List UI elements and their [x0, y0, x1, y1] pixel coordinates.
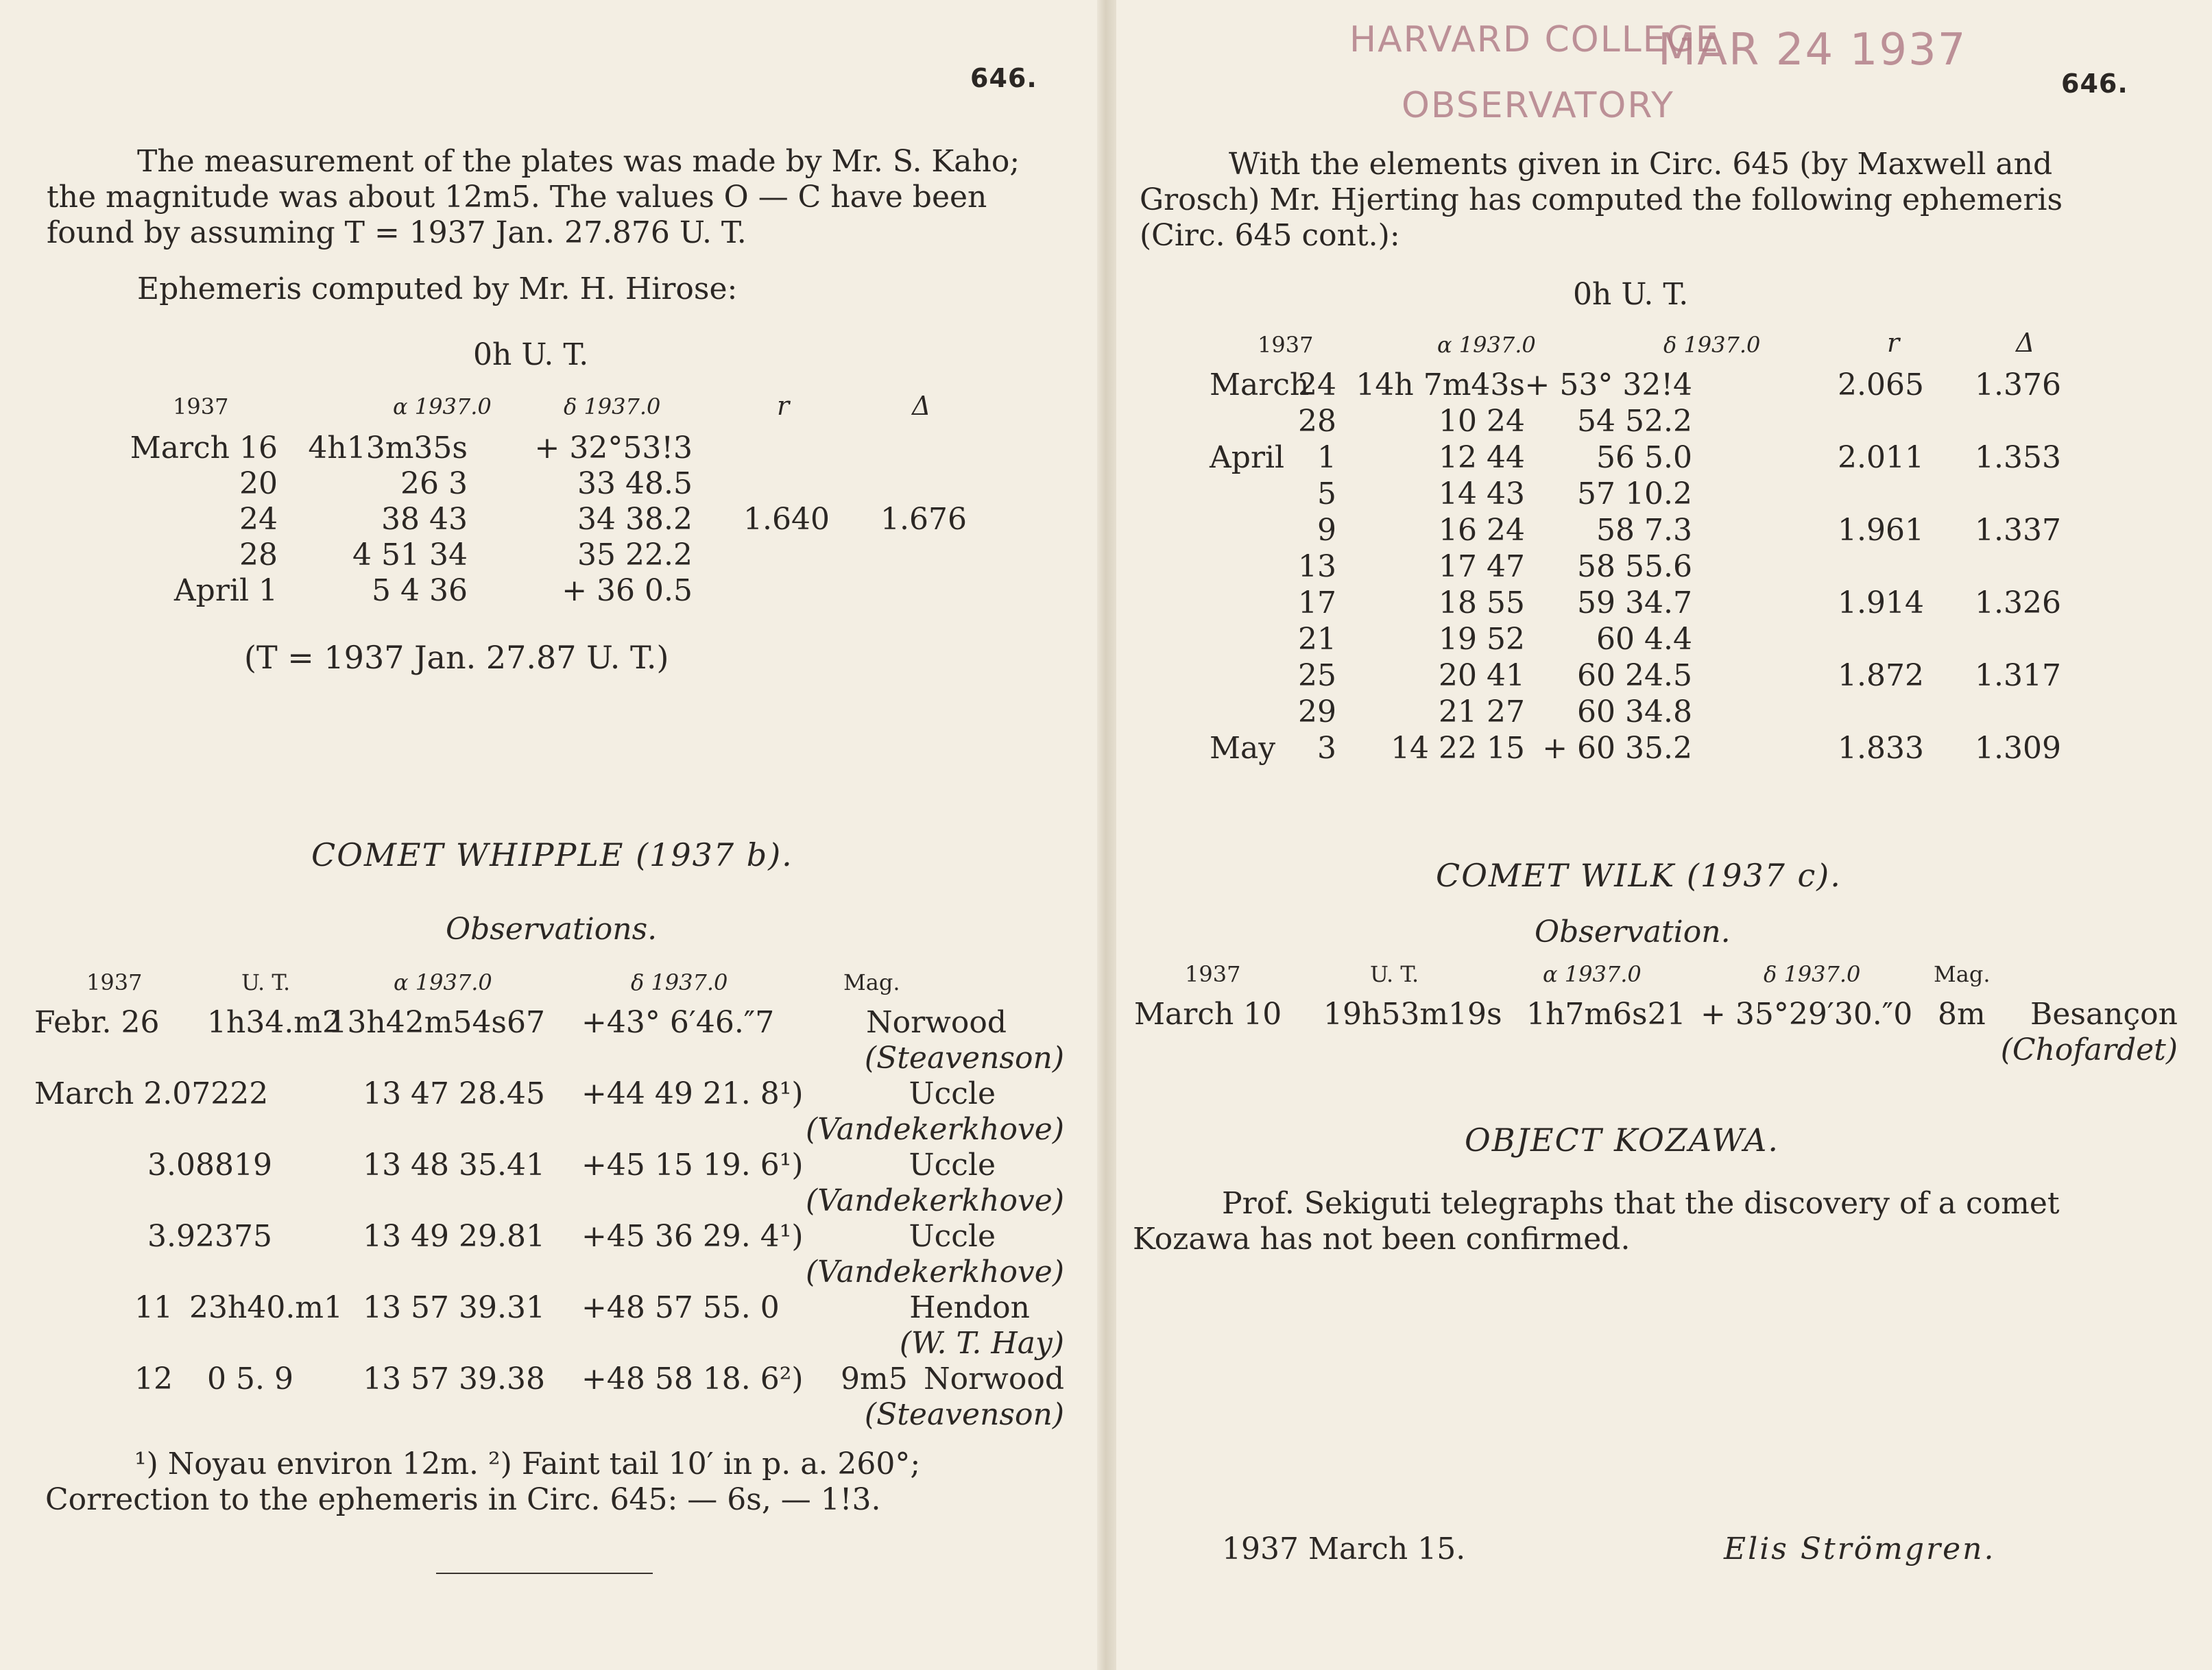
time-heading: 0h U. T. — [1573, 277, 1689, 312]
row-r: 1.872 — [1838, 658, 1924, 693]
column-header-ut: U. T. — [241, 969, 291, 995]
column-header-year: 1937 — [1258, 332, 1314, 358]
row-date: 28 — [239, 537, 278, 572]
time-heading: 0h U. T. — [473, 337, 589, 372]
row-dec: 58 55.6 — [1577, 549, 1692, 584]
column-header-delta: Δ — [912, 391, 931, 421]
row-r: 2.011 — [1838, 440, 1924, 475]
row-ra: 20 41 — [1439, 658, 1525, 693]
row-dec: 59 34.7 — [1577, 585, 1692, 620]
row-day: 9 — [1317, 513, 1336, 548]
object-kozawa-heading: OBJECT KOZAWA. — [1465, 1122, 1780, 1159]
obs-date: March 10 — [1134, 997, 1282, 1032]
obs-ut: 1h34.m2 — [207, 1005, 342, 1040]
obs-date: 11 — [134, 1290, 173, 1325]
row-r: 1.640 — [743, 502, 830, 537]
obs-ra: 13 49 29.81 — [363, 1219, 545, 1254]
kozawa-line: Prof. Sekiguti telegraphs that the discovery of a comet — [1222, 1186, 2060, 1221]
row-ra: 16 24 — [1439, 513, 1525, 548]
obs-station: Besançon — [2030, 997, 2178, 1032]
obs-ra: 13 57 39.31 — [363, 1290, 545, 1325]
observation-heading: Observation. — [1535, 915, 1731, 949]
page-number: 646. — [970, 63, 1037, 93]
row-dec: 33 48.5 — [577, 466, 693, 501]
intro-line: The measurement of the plates was made by Mr. S. Kaho; — [137, 144, 1020, 179]
comet-wilk-heading: COMET WILK (1937 c). — [1436, 857, 1842, 894]
obs-dec: +48 57 55. 0 — [581, 1290, 780, 1325]
intro-line: (Circ. 645 cont.): — [1140, 218, 1400, 253]
footnote-line: ¹) Noyau environ 12m. ²) Faint tail 10′ in p. a. 260°; — [134, 1447, 921, 1481]
row-ra: 17 47 — [1439, 549, 1525, 584]
obs-date: 3.08819 — [147, 1148, 272, 1183]
intro-line: the magnitude was about 12m5. The values O — C have been — [47, 180, 987, 215]
row-delta: 1.376 — [1975, 367, 2061, 402]
row-dec: 60 34.8 — [1577, 694, 1692, 729]
column-header-ra: α 1937.0 — [393, 394, 492, 420]
column-header-ra: α 1937.0 — [394, 969, 492, 995]
row-ra: 18 55 — [1439, 585, 1525, 620]
column-header-mag: Mag. — [1934, 961, 1991, 987]
obs-dec: +43° 6′46.″7 — [581, 1005, 775, 1040]
obs-dec: +48 58 18. 6²) — [581, 1362, 804, 1396]
obs-observer: (Steavenson) — [864, 1397, 1064, 1432]
row-ra: 14 43 — [1439, 476, 1525, 511]
row-month: April — [1210, 440, 1285, 475]
column-header-mag: Mag. — [843, 969, 900, 995]
obs-ut: 0 5. 9 — [207, 1362, 293, 1396]
row-delta: 1.337 — [1975, 513, 2061, 548]
row-day: 25 — [1298, 658, 1336, 693]
obs-magnitude: 9m5 — [841, 1362, 908, 1396]
row-ra: 21 27 — [1439, 694, 1525, 729]
row-dec: 56 5.0 — [1596, 440, 1692, 475]
obs-date: 3.92375 — [147, 1219, 272, 1254]
obs-station: Uccle — [909, 1076, 996, 1111]
intro-line: Grosch) Mr. Hjerting has computed the following ephemeris — [1140, 182, 2063, 217]
column-header-year: 1937 — [86, 969, 143, 995]
obs-date: Febr. 26 — [34, 1005, 160, 1040]
observations-heading: Observations. — [446, 912, 658, 947]
obs-dec: +45 15 19. 6¹) — [581, 1148, 804, 1183]
column-header-dec: δ 1937.0 — [564, 394, 661, 420]
row-r: 1.914 — [1838, 585, 1924, 620]
row-r: 2.065 — [1838, 367, 1924, 402]
obs-station: Uccle — [909, 1148, 996, 1183]
row-dec: 54 52.2 — [1577, 404, 1692, 439]
obs-station: Hendon — [909, 1290, 1030, 1325]
row-ra: 38 43 — [381, 502, 468, 537]
row-day: 28 — [1298, 404, 1336, 439]
obs-ut: 23h40.m1 — [189, 1290, 344, 1325]
obs-date: March 2.07222 — [34, 1076, 269, 1111]
footnotes — [45, 1447, 1053, 1518]
obs-station: Norwood — [924, 1362, 1064, 1396]
row-dec: 60 24.5 — [1577, 658, 1692, 693]
ephemeris-caption: Ephemeris computed by Mr. H. Hirose: — [137, 271, 738, 306]
left-page — [0, 0, 1097, 1670]
obs-observer: (W. T. Hay) — [899, 1326, 1064, 1361]
row-dec: 35 22.2 — [577, 537, 693, 572]
intro-paragraph — [1140, 147, 2145, 254]
row-ra: 10 24 — [1439, 404, 1525, 439]
footnote-line: Correction to the ephemeris in Circ. 645: — 6s, — 1!3. — [45, 1482, 881, 1517]
row-delta: 1.353 — [1975, 440, 2061, 475]
row-day: 13 — [1298, 549, 1336, 584]
row-ra: 14h 7m43s — [1356, 367, 1525, 402]
row-ra: 4 51 34 — [352, 537, 468, 572]
stamp-received-date: MAR 24 1937 — [1658, 25, 1967, 75]
row-dec: + 32°53!3 — [534, 431, 693, 465]
row-ra: 26 3 — [400, 466, 468, 501]
obs-ra: 13 57 39.38 — [363, 1362, 545, 1396]
obs-observer: (Steavenson) — [864, 1041, 1064, 1076]
stamp-observatory: OBSERVATORY — [1402, 85, 1674, 126]
obs-dec: +45 36 29. 4¹) — [581, 1219, 804, 1254]
intro-paragraph — [47, 144, 1050, 251]
kozawa-paragraph — [1133, 1186, 2150, 1257]
row-dec: + 53° 32!4 — [1524, 367, 1692, 402]
row-r: 1.833 — [1838, 731, 1924, 766]
row-delta: 1.309 — [1975, 731, 2061, 766]
time-of-perihelion-note: (T = 1937 Jan. 27.87 U. T.) — [244, 639, 669, 676]
obs-observer: (Chofardet) — [2000, 1032, 2178, 1067]
row-date: 24 — [239, 502, 278, 537]
obs-dec: + 35°29′30.″0 — [1700, 997, 1913, 1032]
row-dec: + 36 0.5 — [562, 573, 693, 608]
obs-ra: 1h7m6s21 — [1526, 997, 1686, 1032]
column-header-dec: δ 1937.0 — [631, 969, 728, 995]
row-delta: 1.676 — [880, 502, 967, 537]
row-day: 21 — [1298, 622, 1336, 657]
row-month: May — [1210, 731, 1276, 766]
row-day: 17 — [1298, 585, 1336, 620]
row-delta: 1.317 — [1975, 658, 2061, 693]
column-header-ra: α 1937.0 — [1437, 332, 1536, 358]
row-ra: 14 22 15 — [1391, 731, 1525, 766]
binding-gutter — [1097, 0, 1116, 1670]
row-ra: 12 44 — [1439, 440, 1525, 475]
row-ra: 19 52 — [1439, 622, 1525, 657]
issue-date: 1937 March 15. — [1222, 1532, 1466, 1566]
obs-date: 12 — [134, 1362, 173, 1396]
row-day: 5 — [1317, 476, 1336, 511]
column-header-ut: U. T. — [1370, 961, 1419, 987]
obs-observer: (Vandekerkhove) — [806, 1112, 1064, 1147]
row-dec: 60 4.4 — [1596, 622, 1692, 657]
row-day: 24 — [1298, 367, 1336, 402]
row-dec: 34 38.2 — [577, 502, 693, 537]
obs-ra: 13h42m54s67 — [328, 1005, 545, 1040]
obs-station: Norwood — [866, 1005, 1007, 1040]
intro-line: With the elements given in Circ. 645 (by Maxwell and — [1229, 147, 2053, 182]
row-day: 29 — [1298, 694, 1336, 729]
stamp-institution: HARVARD COLLEGE — [1349, 19, 1720, 60]
column-header-dec: δ 1937.0 — [1764, 961, 1861, 987]
row-ra: 5 4 36 — [372, 573, 468, 608]
obs-dec: +44 49 21. 8¹) — [581, 1076, 804, 1111]
column-header-r: r — [777, 391, 790, 421]
row-dec: 58 7.3 — [1596, 513, 1692, 548]
column-header-delta: Δ — [2016, 328, 2035, 358]
comet-whipple-heading: COMET WHIPPLE (1937 b). — [311, 836, 793, 873]
column-header-r: r — [1887, 328, 1900, 358]
column-header-dec: δ 1937.0 — [1663, 332, 1761, 358]
row-day: 3 — [1317, 731, 1336, 766]
row-dec: 57 10.2 — [1577, 476, 1692, 511]
signature: Elis Strömgren. — [1724, 1532, 1996, 1566]
page-number: 646. — [2061, 69, 2128, 99]
column-header-ra: α 1937.0 — [1543, 961, 1642, 987]
closing-rule — [436, 1573, 653, 1574]
column-header-year: 1937 — [173, 394, 229, 420]
obs-ut: 19h53m19s — [1323, 997, 1502, 1032]
intro-line: found by assuming T = 1937 Jan. 27.876 U. T. — [47, 215, 747, 250]
row-date: March 16 — [130, 431, 278, 465]
row-date: April 1 — [173, 573, 278, 608]
row-delta: 1.326 — [1975, 585, 2061, 620]
obs-ra: 13 48 35.41 — [363, 1148, 545, 1183]
row-month: March — [1210, 367, 1310, 402]
obs-magnitude: 8m — [1938, 997, 1986, 1032]
obs-ra: 13 47 28.45 — [363, 1076, 545, 1111]
kozawa-line: Kozawa has not been confirmed. — [1133, 1222, 1631, 1257]
obs-station: Uccle — [909, 1219, 996, 1254]
obs-observer: (Vandekerkhove) — [806, 1183, 1064, 1218]
row-ra: 4h13m35s — [308, 431, 468, 465]
row-r: 1.961 — [1838, 513, 1924, 548]
row-date: 20 — [239, 466, 278, 501]
row-day: 1 — [1317, 440, 1336, 475]
column-header-year: 1937 — [1185, 961, 1241, 987]
obs-observer: (Vandekerkhove) — [806, 1255, 1064, 1290]
right-page — [1116, 0, 2212, 1670]
row-dec: + 60 35.2 — [1542, 731, 1692, 766]
